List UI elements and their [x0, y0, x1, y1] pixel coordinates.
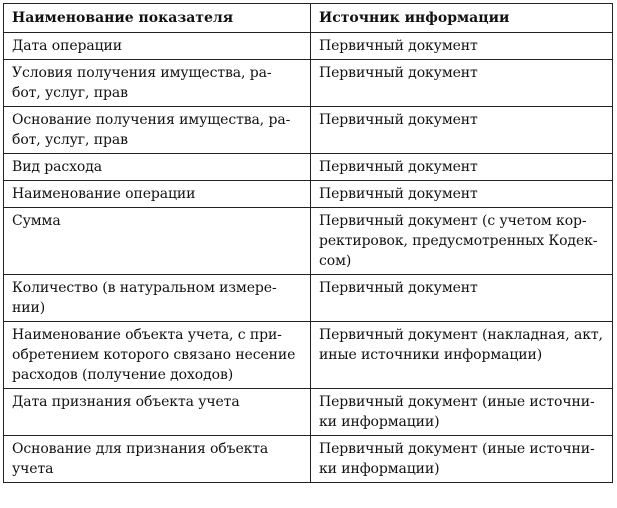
- table-row: [4, 181, 613, 208]
- cell-source: Первичный документ: [311, 275, 613, 322]
- table-row: [4, 154, 613, 181]
- cell-source: Первичный документ: [311, 60, 613, 107]
- cell-source: Первичный документ (иные источни- ки информации): [311, 436, 613, 483]
- cell-indicator: Дата операции: [4, 33, 311, 60]
- cell-source: Первичный документ: [311, 154, 613, 181]
- cell-indicator: Основание получения имущества, ра- бот, услуг, прав: [4, 107, 311, 154]
- cell-source: Первичный документ: [311, 181, 613, 208]
- table-row: [4, 33, 613, 60]
- table-row: [4, 107, 613, 154]
- cell-indicator: Сумма: [4, 208, 311, 275]
- cell-indicator: Наименование объекта учета, с при- обретением которого связано несение расходов (получение доходов): [4, 322, 311, 389]
- cell-source: Первичный документ (иные источни- ки информации): [311, 389, 613, 436]
- cell-indicator: Дата признания объекта учета: [4, 389, 311, 436]
- cell-indicator: Количество (в натуральном измере- нии): [4, 275, 311, 322]
- table-row: [4, 389, 613, 436]
- indicators-table: [3, 3, 613, 483]
- cell-source: Первичный документ (накладная, акт, иные источники информации): [311, 322, 613, 389]
- header-indicator-name: Наименование показателя: [4, 4, 311, 33]
- table-row: [4, 275, 613, 322]
- cell-source: Первичный документ (с учетом кор- ректировок, предусмотренных Кодек- сом): [311, 208, 613, 275]
- table-row: [4, 208, 613, 275]
- cell-indicator: Основание для признания объекта учета: [4, 436, 311, 483]
- table-row: [4, 60, 613, 107]
- header-info-source: Источник информации: [311, 4, 613, 33]
- table-body: [4, 33, 613, 483]
- cell-indicator: Условия получения имущества, ра- бот, услуг, прав: [4, 60, 311, 107]
- header-row: [4, 4, 613, 33]
- cell-indicator: Вид расхода: [4, 154, 311, 181]
- table-row: [4, 436, 613, 483]
- table-row: [4, 322, 613, 389]
- cell-indicator: Наименование операции: [4, 181, 311, 208]
- cell-source: Первичный документ: [311, 107, 613, 154]
- table-header: [4, 4, 613, 33]
- cell-source: Первичный документ: [311, 33, 613, 60]
